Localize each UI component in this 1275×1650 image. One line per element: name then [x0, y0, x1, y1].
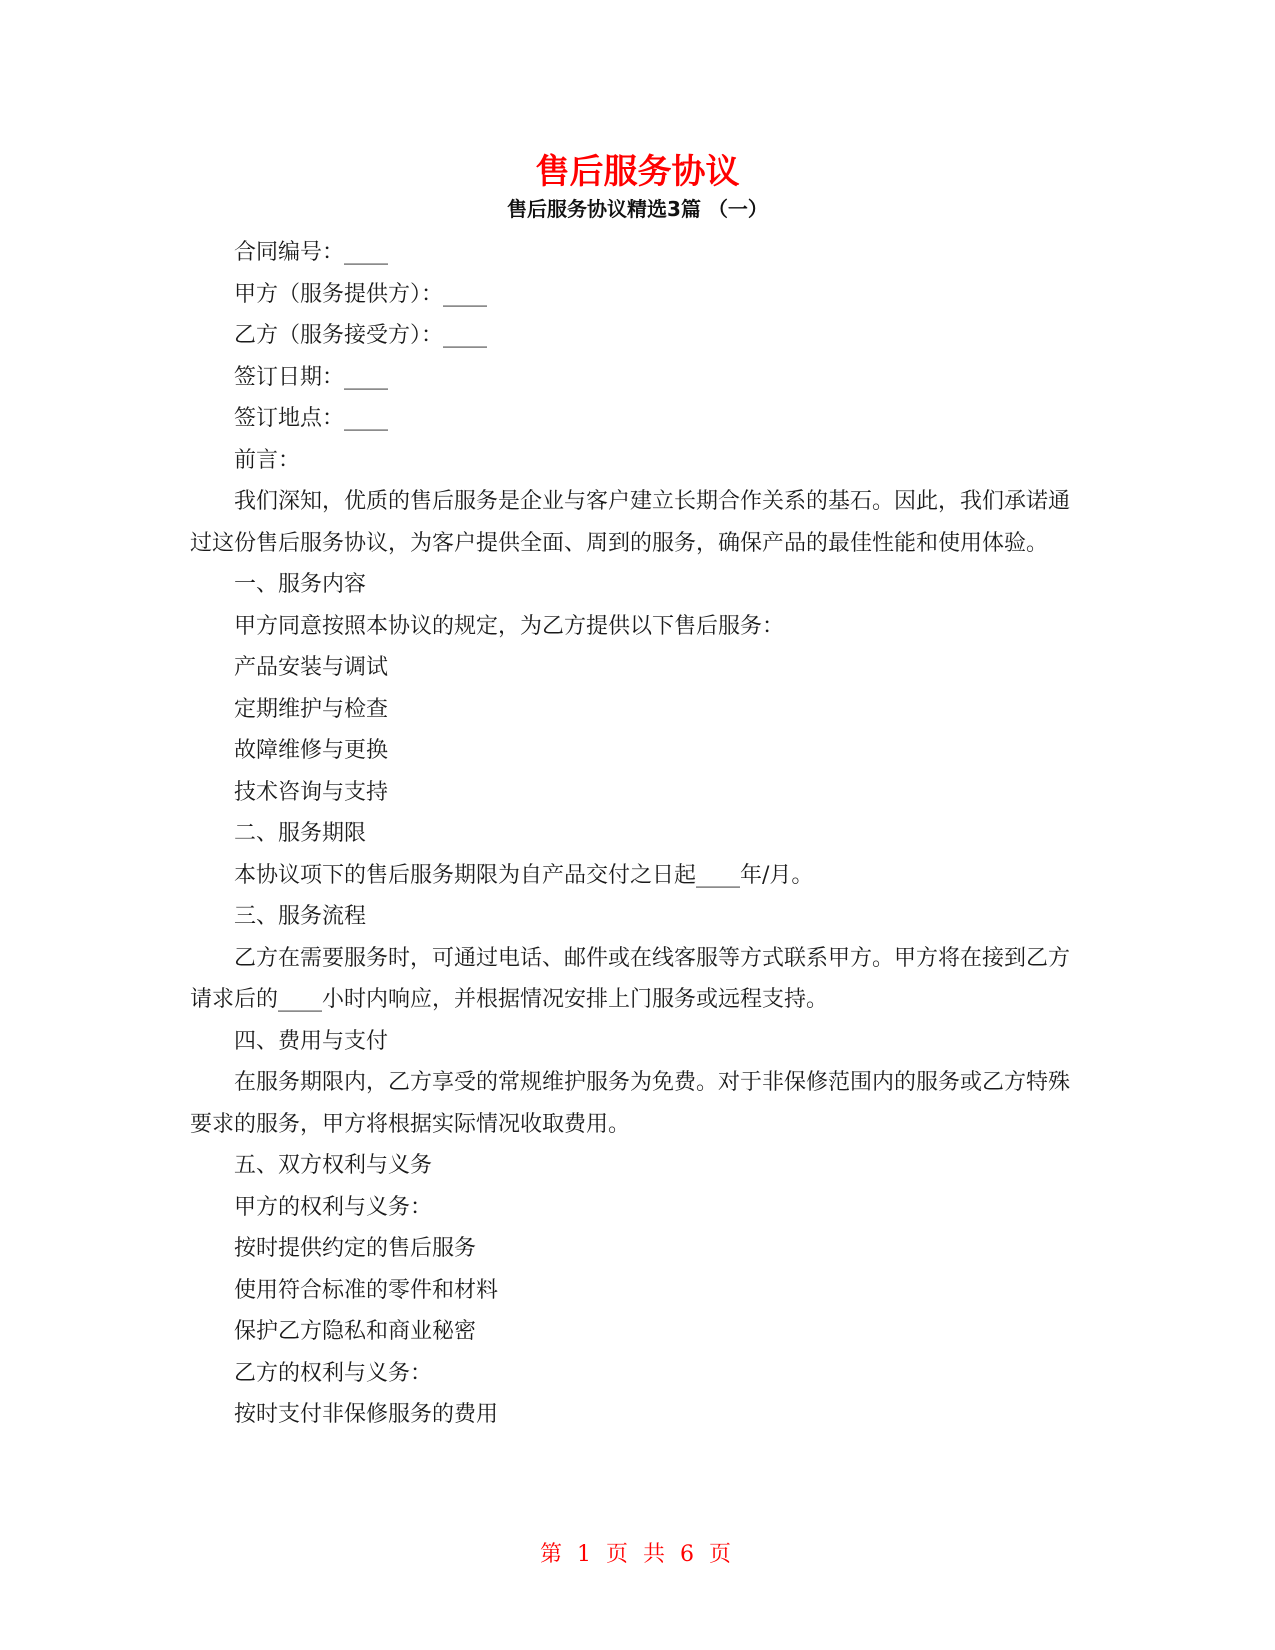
list-item: 按时提供约定的售后服务 [234, 1236, 477, 1261]
signing-date-line: 签订日期：____ [234, 364, 389, 390]
section-heading-fees: 四、费用与支付 [234, 1028, 389, 1054]
section-heading-service-term: 二、服务期限 [234, 821, 367, 846]
list-item: 定期维护与检查 [234, 696, 389, 722]
contract-number-line: 合同编号：____ [234, 240, 389, 265]
document-body [190, 232, 1090, 1436]
page-number-footer: 第 1 页 共 6 页 [540, 1542, 735, 1567]
service-content-paragraph: 甲方同意按照本协议的规定，为乙方提供以下售后服务： [234, 613, 785, 639]
party-b-rights-heading: 乙方的权利与义务： [234, 1360, 433, 1386]
list-item: 按时支付非保修服务的费用 [234, 1402, 499, 1427]
list-item: 技术咨询与支持 [234, 779, 389, 805]
service-term-paragraph: 本协议项下的售后服务期限为自产品交付之日起____年/月。 [234, 862, 814, 888]
list-item: 保护乙方隐私和商业秘密 [234, 1319, 477, 1344]
section-heading-service-content: 一、服务内容 [234, 572, 367, 597]
section-heading-service-process: 三、服务流程 [234, 904, 367, 929]
preface-paragraph: 我们深知，优质的售后服务是企业与客户建立长期合作关系的基石。因此，我们承诺通过这份售后服务协议，为客户提供全面、周到的服务，确保产品的最佳性能和使用体验。 [190, 489, 1071, 556]
document-subtitle: 售后服务协议精选3篇 （一） [507, 197, 768, 221]
list-item: 使用符合标准的零件和材料 [234, 1277, 499, 1303]
party-a-rights-heading: 甲方的权利与义务： [234, 1194, 433, 1220]
preface-heading: 前言： [234, 447, 301, 473]
list-item: 故障维修与更换 [234, 738, 389, 763]
fees-paragraph: 在服务期限内，乙方享受的常规维护服务为免费。对于非保修范围内的服务或乙方特殊要求的服务，甲方将根据实际情况收取费用。 [190, 1070, 1071, 1137]
party-a-line: 甲方（服务提供方）：____ [234, 281, 488, 307]
service-process-paragraph: 乙方在需要服务时，可通过电话、邮件或在线客服等方式联系甲方。甲方将在接到乙方请求后的____小时内响应，并根据情况安排上门服务或远程支持。 [190, 945, 1071, 1012]
document-title: 售后服务协议 [535, 152, 740, 192]
list-item: 产品安装与调试 [234, 655, 389, 680]
party-b-line: 乙方（服务接受方）：____ [234, 323, 488, 348]
section-heading-rights: 五、双方权利与义务 [234, 1153, 433, 1178]
signing-place-line: 签订地点：____ [234, 406, 389, 431]
